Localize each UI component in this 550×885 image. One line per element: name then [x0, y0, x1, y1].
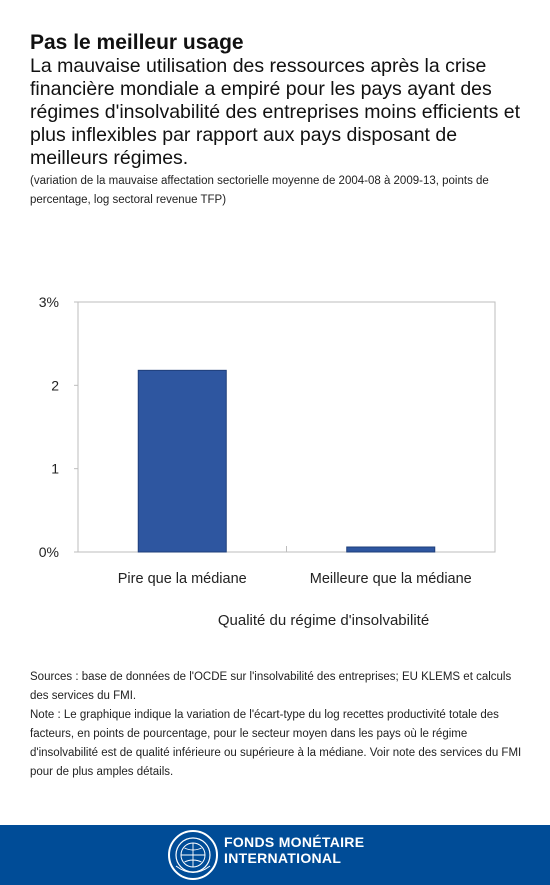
- bar: [347, 547, 435, 552]
- org-name-line2: INTERNATIONAL: [224, 850, 342, 866]
- x-tick-label: Meilleure que la médiane: [309, 571, 472, 587]
- units-note: (variation de la mauvaise affectation sectorielle moyenne de 2004-08 à 2009-13, points de percentage, log sectoral revenue TFP): [30, 175, 489, 206]
- chart-title: Pas le meilleur usage: [30, 31, 244, 54]
- y-tick-label: 3%: [38, 294, 59, 310]
- x-axis-label: Qualité du régime d'insolvabilité: [217, 612, 430, 629]
- footnotes: [30, 668, 522, 782]
- chart-header: [30, 30, 525, 210]
- y-tick-label: 1: [51, 460, 59, 477]
- org-name: [224, 834, 364, 866]
- sources-text: Sources : base de données de l'OCDE sur l'insolvabilité des entreprises; EU KLEMS et calculs des services du FMI.: [30, 671, 512, 702]
- x-tick-label: Pire que la médiane: [117, 571, 247, 587]
- imf-seal-icon: [167, 829, 219, 881]
- note-text: Note : Le graphique indique la variation de l'écart-type du log recettes productivité totale des facteurs, en points de pourcentage, pour le secteur moyen dans les pays où le régime d'insolvabilité est de qualité inférieure ou supérieure à la médiane. Voir note des services du FMI pour de plus amples détails.: [30, 709, 522, 778]
- bar: [138, 370, 226, 552]
- footer-bar: [0, 825, 550, 885]
- org-name-line1: FONDS MONÉTAIRE: [224, 834, 365, 850]
- y-tick-label: 2: [51, 377, 59, 394]
- bar-chart: [0, 280, 550, 640]
- y-tick-label: 0%: [38, 544, 59, 560]
- chart-subtitle: La mauvaise utilisation des ressources après la crise financière mondiale a empiré pour les pays ayant des régimes d'insolvabilité des entreprises moins efficients et plus inflexibles par rapport aux pays disposant de meilleurs régimes.: [30, 55, 521, 169]
